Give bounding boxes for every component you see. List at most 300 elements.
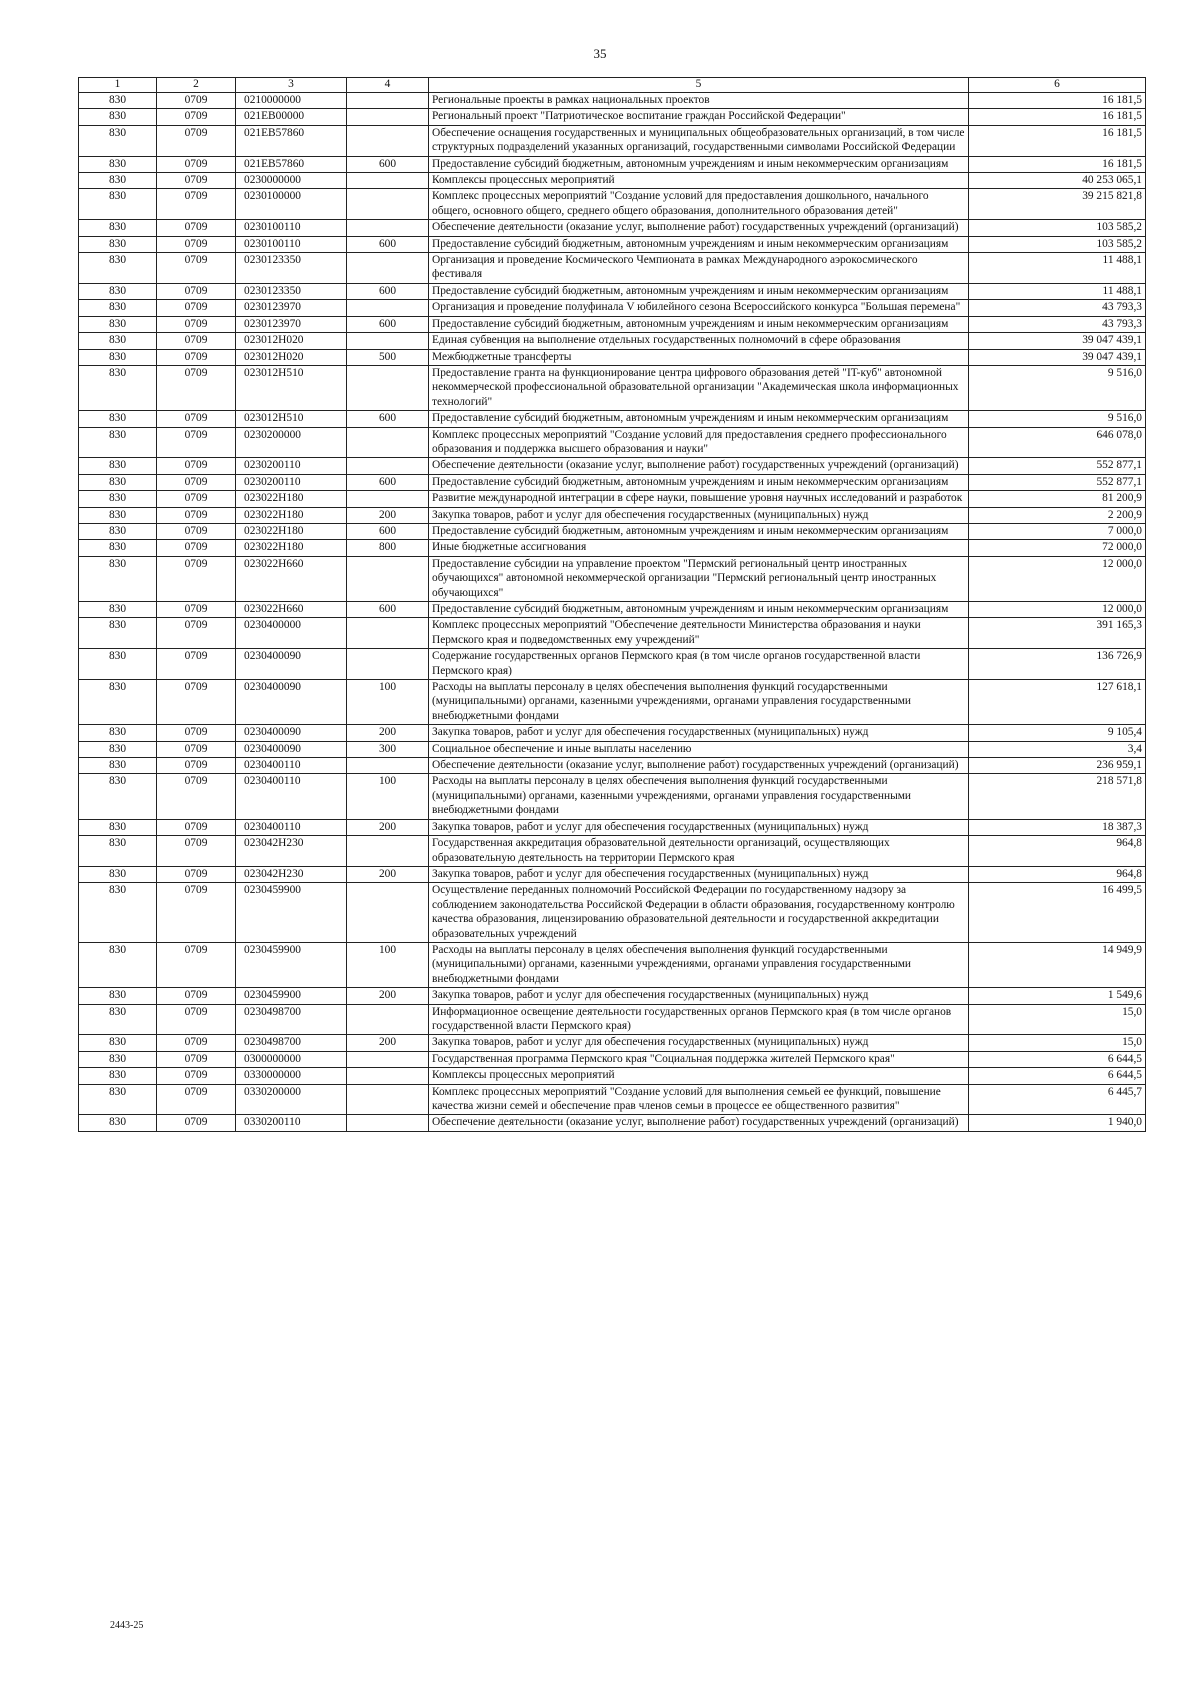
amount-cell: 103 585,2 [969, 236, 1146, 252]
amount-cell: 7 000,0 [969, 523, 1146, 539]
ministry-code-cell: 830 [79, 602, 157, 618]
expense-type-cell: 600 [347, 316, 429, 332]
ministry-code-cell: 830 [79, 93, 157, 109]
ministry-code-cell: 830 [79, 316, 157, 332]
target-article-cell: 023042H230 [236, 836, 347, 867]
target-article-cell: 0330000000 [236, 1068, 347, 1084]
table-row [79, 1115, 1146, 1131]
ministry-code-cell: 830 [79, 349, 157, 365]
expense-type-cell: 800 [347, 540, 429, 556]
expense-type-cell: 100 [347, 680, 429, 725]
section-code-cell: 0709 [157, 1004, 236, 1035]
expense-type-cell [347, 1004, 429, 1035]
expense-type-cell: 600 [347, 474, 429, 490]
target-article-cell: 023022H180 [236, 507, 347, 523]
target-article-cell: 021EB57860 [236, 125, 347, 156]
target-article-cell: 0230459900 [236, 988, 347, 1004]
target-article-cell: 0230498700 [236, 1035, 347, 1051]
description-cell: Комплекс процессных мероприятий "Создание условий для выполнения семьей ее функций, повышение качества жизни семей и обеспечение прав членов семьи в процессе ее общественного развития" [429, 1084, 969, 1115]
amount-cell: 12 000,0 [969, 556, 1146, 601]
column-header: 5 [429, 78, 969, 93]
section-code-cell: 0709 [157, 458, 236, 474]
table-row [79, 618, 1146, 649]
table-row [79, 836, 1146, 867]
table-row [79, 725, 1146, 741]
amount-cell: 6 644,5 [969, 1051, 1146, 1067]
section-code-cell: 0709 [157, 540, 236, 556]
expense-type-cell [347, 758, 429, 774]
ministry-code-cell: 830 [79, 507, 157, 523]
expense-type-cell: 600 [347, 411, 429, 427]
expense-type-cell [347, 491, 429, 507]
amount-cell: 552 877,1 [969, 474, 1146, 490]
amount-cell: 39 215 821,8 [969, 189, 1146, 220]
table-row [79, 866, 1146, 882]
section-code-cell: 0709 [157, 365, 236, 410]
ministry-code-cell: 830 [79, 125, 157, 156]
target-article-cell: 023012H020 [236, 333, 347, 349]
expense-type-cell [347, 883, 429, 943]
section-code-cell: 0709 [157, 316, 236, 332]
section-code-cell: 0709 [157, 411, 236, 427]
table-row [79, 774, 1146, 819]
expense-type-cell: 300 [347, 741, 429, 757]
ministry-code-cell: 830 [79, 333, 157, 349]
amount-cell: 16 181,5 [969, 93, 1146, 109]
table-row [79, 220, 1146, 236]
amount-cell: 16 499,5 [969, 883, 1146, 943]
table-row [79, 1068, 1146, 1084]
description-cell: Закупка товаров, работ и услуг для обеспечения государственных (муниципальных) нужд [429, 866, 969, 882]
ministry-code-cell: 830 [79, 1004, 157, 1035]
amount-cell: 646 078,0 [969, 427, 1146, 458]
section-code-cell: 0709 [157, 523, 236, 539]
table-header-row [79, 78, 1146, 93]
target-article-cell: 023022H180 [236, 523, 347, 539]
expense-type-cell: 100 [347, 942, 429, 987]
target-article-cell: 023012H020 [236, 349, 347, 365]
table-row [79, 349, 1146, 365]
section-code-cell: 0709 [157, 649, 236, 680]
section-code-cell: 0709 [157, 333, 236, 349]
amount-cell: 15,0 [969, 1004, 1146, 1035]
description-cell: Осуществление переданных полномочий Российской Федерации по государственному надзору за соблюдением законодательства Российской Федерации в области образования, государственному контролю качества образования, лицензированию образовательной деятельности и государственной аккредитации образовательных учреждений [429, 883, 969, 943]
description-cell: Региональные проекты в рамках национальных проектов [429, 93, 969, 109]
amount-cell: 15,0 [969, 1035, 1146, 1051]
table-row [79, 819, 1146, 835]
target-article-cell: 0230123970 [236, 316, 347, 332]
target-article-cell: 023022H180 [236, 540, 347, 556]
target-article-cell: 023012H510 [236, 411, 347, 427]
budget-table [78, 77, 1146, 1132]
expense-type-cell: 200 [347, 725, 429, 741]
expense-type-cell [347, 333, 429, 349]
table-row [79, 649, 1146, 680]
description-cell: Информационное освещение деятельности государственных органов Пермского края (в том числе органов государственной власти Пермского края) [429, 1004, 969, 1035]
target-article-cell: 0330200110 [236, 1115, 347, 1131]
description-cell: Обеспечение деятельности (оказание услуг, выполнение работ) государственных учреждений (организаций) [429, 1115, 969, 1131]
amount-cell: 964,8 [969, 836, 1146, 867]
column-header: 2 [157, 78, 236, 93]
section-code-cell: 0709 [157, 491, 236, 507]
table-row [79, 253, 1146, 284]
amount-cell: 136 726,9 [969, 649, 1146, 680]
target-article-cell: 0230400090 [236, 741, 347, 757]
amount-cell: 6 644,5 [969, 1068, 1146, 1084]
ministry-code-cell: 830 [79, 156, 157, 172]
expense-type-cell [347, 649, 429, 680]
expense-type-cell [347, 1051, 429, 1067]
table-row [79, 523, 1146, 539]
section-code-cell: 0709 [157, 883, 236, 943]
section-code-cell: 0709 [157, 93, 236, 109]
table-row [79, 680, 1146, 725]
target-article-cell: 0230100000 [236, 189, 347, 220]
ministry-code-cell: 830 [79, 365, 157, 410]
table-row [79, 458, 1146, 474]
table-row [79, 316, 1146, 332]
expense-type-cell [347, 1115, 429, 1131]
section-code-cell: 0709 [157, 836, 236, 867]
column-header: 4 [347, 78, 429, 93]
description-cell: Обеспечение деятельности (оказание услуг, выполнение работ) государственных учреждений (организаций) [429, 220, 969, 236]
target-article-cell: 0230123350 [236, 283, 347, 299]
amount-cell: 43 793,3 [969, 316, 1146, 332]
section-code-cell: 0709 [157, 942, 236, 987]
description-cell: Предоставление гранта на функционирование центра цифрового образования детей "IT-куб" автономной некоммерческой профессиональной образовательной организации "Академическая школа информационных технологий" [429, 365, 969, 410]
expense-type-cell: 600 [347, 523, 429, 539]
description-cell: Обеспечение оснащения государственных и муниципальных общеобразовательных организаций, в том числе структурных подразделений указанных организаций, государственными символами Российской Федерации [429, 125, 969, 156]
description-cell: Обеспечение деятельности (оказание услуг, выполнение работ) государственных учреждений (организаций) [429, 758, 969, 774]
description-cell: Предоставление субсидий бюджетным, автономным учреждениям и иным некоммерческим организациям [429, 474, 969, 490]
table-row [79, 491, 1146, 507]
description-cell: Социальное обеспечение и иные выплаты населению [429, 741, 969, 757]
table-row [79, 1051, 1146, 1067]
ministry-code-cell: 830 [79, 774, 157, 819]
description-cell: Предоставление субсидий бюджетным, автономным учреждениям и иным некоммерческим организациям [429, 523, 969, 539]
description-cell: Комплексы процессных мероприятий [429, 173, 969, 189]
target-article-cell: 0230498700 [236, 1004, 347, 1035]
section-code-cell: 0709 [157, 236, 236, 252]
table-row [79, 1035, 1146, 1051]
expense-type-cell: 200 [347, 866, 429, 882]
section-code-cell: 0709 [157, 156, 236, 172]
expense-type-cell: 600 [347, 283, 429, 299]
ministry-code-cell: 830 [79, 173, 157, 189]
target-article-cell: 0230200110 [236, 458, 347, 474]
description-cell: Государственная аккредитация образовательной деятельности организаций, осуществляющих образовательную деятельность на территории Пермского края [429, 836, 969, 867]
expense-type-cell [347, 93, 429, 109]
amount-cell: 3,4 [969, 741, 1146, 757]
ministry-code-cell: 830 [79, 1035, 157, 1051]
target-article-cell: 0230459900 [236, 942, 347, 987]
page-number: 35 [593, 46, 607, 61]
section-code-cell: 0709 [157, 300, 236, 316]
description-cell: Межбюджетные трансферты [429, 349, 969, 365]
table-row [79, 125, 1146, 156]
target-article-cell: 023022H180 [236, 491, 347, 507]
section-code-cell: 0709 [157, 1035, 236, 1051]
ministry-code-cell: 830 [79, 819, 157, 835]
expense-type-cell [347, 618, 429, 649]
target-article-cell: 0210000000 [236, 93, 347, 109]
amount-cell: 552 877,1 [969, 458, 1146, 474]
description-cell: Единая субвенция на выполнение отдельных государственных полномочий в сфере образования [429, 333, 969, 349]
expense-type-cell [347, 1084, 429, 1115]
section-code-cell: 0709 [157, 1115, 236, 1131]
section-code-cell: 0709 [157, 189, 236, 220]
target-article-cell: 0230000000 [236, 173, 347, 189]
target-article-cell: 0230123970 [236, 300, 347, 316]
amount-cell: 14 949,9 [969, 942, 1146, 987]
description-cell: Комплексы процессных мероприятий [429, 1068, 969, 1084]
amount-cell: 16 181,5 [969, 156, 1146, 172]
ministry-code-cell: 830 [79, 942, 157, 987]
amount-cell: 2 200,9 [969, 507, 1146, 523]
expense-type-cell [347, 365, 429, 410]
target-article-cell: 0230100110 [236, 220, 347, 236]
section-code-cell: 0709 [157, 618, 236, 649]
expense-type-cell: 200 [347, 819, 429, 835]
table-row [79, 942, 1146, 987]
section-code-cell: 0709 [157, 474, 236, 490]
description-cell: Расходы на выплаты персоналу в целях обеспечения выполнения функций государственными (муниципальными) органами, казенными учреждениями, органами управления государственными внебюджетными фондами [429, 774, 969, 819]
expense-type-cell [347, 300, 429, 316]
amount-cell: 6 445,7 [969, 1084, 1146, 1115]
target-article-cell: 0230459900 [236, 883, 347, 943]
ministry-code-cell: 830 [79, 1115, 157, 1131]
description-cell: Предоставление субсидий бюджетным, автономным учреждениям и иным некоммерческим организациям [429, 236, 969, 252]
target-article-cell: 0230400090 [236, 680, 347, 725]
amount-cell: 1 549,6 [969, 988, 1146, 1004]
description-cell: Региональный проект "Патриотическое воспитание граждан Российской Федерации" [429, 109, 969, 125]
amount-cell: 16 181,5 [969, 125, 1146, 156]
target-article-cell: 0230400000 [236, 618, 347, 649]
column-header: 3 [236, 78, 347, 93]
table-row [79, 411, 1146, 427]
amount-cell: 9 105,4 [969, 725, 1146, 741]
section-code-cell: 0709 [157, 283, 236, 299]
ministry-code-cell: 830 [79, 253, 157, 284]
amount-cell: 11 488,1 [969, 283, 1146, 299]
expense-type-cell [347, 458, 429, 474]
expense-type-cell [347, 109, 429, 125]
target-article-cell: 021EB57860 [236, 156, 347, 172]
target-article-cell: 0230400090 [236, 649, 347, 680]
target-article-cell: 0230400090 [236, 725, 347, 741]
target-article-cell: 023022H660 [236, 602, 347, 618]
section-code-cell: 0709 [157, 680, 236, 725]
ministry-code-cell: 830 [79, 758, 157, 774]
description-cell: Закупка товаров, работ и услуг для обеспечения государственных (муниципальных) нужд [429, 819, 969, 835]
ministry-code-cell: 830 [79, 618, 157, 649]
section-code-cell: 0709 [157, 556, 236, 601]
table-row [79, 156, 1146, 172]
amount-cell: 964,8 [969, 866, 1146, 882]
ministry-code-cell: 830 [79, 680, 157, 725]
description-cell: Организация и проведение Космического Чемпионата в рамках Международного аэрокосмического фестиваля [429, 253, 969, 284]
ministry-code-cell: 830 [79, 1084, 157, 1115]
target-article-cell: 0230200110 [236, 474, 347, 490]
expense-type-cell: 500 [347, 349, 429, 365]
section-code-cell: 0709 [157, 866, 236, 882]
ministry-code-cell: 830 [79, 1068, 157, 1084]
expense-type-cell: 600 [347, 236, 429, 252]
target-article-cell: 021EB00000 [236, 109, 347, 125]
table-row [79, 1084, 1146, 1115]
table-row [79, 236, 1146, 252]
ministry-code-cell: 830 [79, 427, 157, 458]
description-cell: Государственная программа Пермского края "Социальная поддержка жителей Пермского края" [429, 1051, 969, 1067]
amount-cell: 9 516,0 [969, 365, 1146, 410]
table-row [79, 602, 1146, 618]
ministry-code-cell: 830 [79, 236, 157, 252]
section-code-cell: 0709 [157, 725, 236, 741]
ministry-code-cell: 830 [79, 109, 157, 125]
section-code-cell: 0709 [157, 741, 236, 757]
amount-cell: 81 200,9 [969, 491, 1146, 507]
ministry-code-cell: 830 [79, 540, 157, 556]
ministry-code-cell: 830 [79, 220, 157, 236]
description-cell: Закупка товаров, работ и услуг для обеспечения государственных (муниципальных) нужд [429, 725, 969, 741]
ministry-code-cell: 830 [79, 523, 157, 539]
ministry-code-cell: 830 [79, 725, 157, 741]
expense-type-cell: 200 [347, 507, 429, 523]
expense-type-cell [347, 1068, 429, 1084]
target-article-cell: 0230400110 [236, 758, 347, 774]
description-cell: Расходы на выплаты персоналу в целях обеспечения выполнения функций государственными (муниципальными) органами, казенными учреждениями, органами управления государственными внебюджетными фондами [429, 942, 969, 987]
description-cell: Развитие международной интеграции в сфере науки, повышение уровня научных исследований и разработок [429, 491, 969, 507]
amount-cell: 72 000,0 [969, 540, 1146, 556]
expense-type-cell [347, 836, 429, 867]
table-row [79, 427, 1146, 458]
ministry-code-cell: 830 [79, 300, 157, 316]
table-row [79, 189, 1146, 220]
section-code-cell: 0709 [157, 1068, 236, 1084]
description-cell: Закупка товаров, работ и услуг для обеспечения государственных (муниципальных) нужд [429, 1035, 969, 1051]
expense-type-cell [347, 220, 429, 236]
amount-cell: 39 047 439,1 [969, 349, 1146, 365]
expense-type-cell: 200 [347, 988, 429, 1004]
section-code-cell: 0709 [157, 758, 236, 774]
target-article-cell: 023022H660 [236, 556, 347, 601]
target-article-cell: 0230400110 [236, 819, 347, 835]
ministry-code-cell: 830 [79, 741, 157, 757]
expense-type-cell: 600 [347, 156, 429, 172]
amount-cell: 1 940,0 [969, 1115, 1146, 1131]
description-cell: Предоставление субсидий бюджетным, автономным учреждениям и иным некоммерческим организациям [429, 411, 969, 427]
table-row [79, 333, 1146, 349]
amount-cell: 103 585,2 [969, 220, 1146, 236]
column-header: 6 [969, 78, 1146, 93]
description-cell: Комплекс процессных мероприятий "Создание условий для предоставления среднего профессионального образования и поддержка высшего образования и науки" [429, 427, 969, 458]
ministry-code-cell: 830 [79, 491, 157, 507]
table-row [79, 300, 1146, 316]
ministry-code-cell: 830 [79, 458, 157, 474]
description-cell: Предоставление субсидии на управление проектом "Пермский региональный центр иностранных обучающихся" автономной некоммерческой организации "Пермский региональный центр иностранных обучающихся" [429, 556, 969, 601]
description-cell: Комплекс процессных мероприятий "Обеспечение деятельности Министерства образования и науки Пермского края и подведомственных ему учреждений" [429, 618, 969, 649]
amount-cell: 11 488,1 [969, 253, 1146, 284]
section-code-cell: 0709 [157, 1084, 236, 1115]
section-code-cell: 0709 [157, 602, 236, 618]
table-row [79, 741, 1146, 757]
ministry-code-cell: 830 [79, 866, 157, 882]
section-code-cell: 0709 [157, 349, 236, 365]
section-code-cell: 0709 [157, 507, 236, 523]
expense-type-cell: 600 [347, 602, 429, 618]
ministry-code-cell: 830 [79, 411, 157, 427]
expense-type-cell [347, 189, 429, 220]
ministry-code-cell: 830 [79, 189, 157, 220]
section-code-cell: 0709 [157, 125, 236, 156]
amount-cell: 236 959,1 [969, 758, 1146, 774]
table-row [79, 883, 1146, 943]
amount-cell: 18 387,3 [969, 819, 1146, 835]
target-article-cell: 0230123350 [236, 253, 347, 284]
table-row [79, 365, 1146, 410]
expense-type-cell [347, 125, 429, 156]
description-cell: Содержание государственных органов Пермского края (в том числе органов государственной власти Пермского края) [429, 649, 969, 680]
section-code-cell: 0709 [157, 253, 236, 284]
ministry-code-cell: 830 [79, 556, 157, 601]
table-row [79, 556, 1146, 601]
section-code-cell: 0709 [157, 109, 236, 125]
table-row [79, 93, 1146, 109]
section-code-cell: 0709 [157, 427, 236, 458]
ministry-code-cell: 830 [79, 988, 157, 1004]
amount-cell: 43 793,3 [969, 300, 1146, 316]
ministry-code-cell: 830 [79, 836, 157, 867]
table-body [79, 93, 1146, 1132]
description-cell: Предоставление субсидий бюджетным, автономным учреждениям и иным некоммерческим организациям [429, 283, 969, 299]
ministry-code-cell: 830 [79, 283, 157, 299]
description-cell: Закупка товаров, работ и услуг для обеспечения государственных (муниципальных) нужд [429, 988, 969, 1004]
expense-type-cell [347, 556, 429, 601]
target-article-cell: 023042H230 [236, 866, 347, 882]
section-code-cell: 0709 [157, 1051, 236, 1067]
section-code-cell: 0709 [157, 819, 236, 835]
amount-cell: 391 165,3 [969, 618, 1146, 649]
target-article-cell: 0300000000 [236, 1051, 347, 1067]
table-row [79, 758, 1146, 774]
column-header: 1 [79, 78, 157, 93]
amount-cell: 12 000,0 [969, 602, 1146, 618]
amount-cell: 127 618,1 [969, 680, 1146, 725]
expense-type-cell [347, 253, 429, 284]
ministry-code-cell: 830 [79, 883, 157, 943]
table-row [79, 173, 1146, 189]
expense-type-cell [347, 427, 429, 458]
table-row [79, 474, 1146, 490]
expense-type-cell: 100 [347, 774, 429, 819]
ministry-code-cell: 830 [79, 1051, 157, 1067]
ministry-code-cell: 830 [79, 474, 157, 490]
table-row [79, 283, 1146, 299]
amount-cell: 39 047 439,1 [969, 333, 1146, 349]
expense-type-cell: 200 [347, 1035, 429, 1051]
description-cell: Расходы на выплаты персоналу в целях обеспечения выполнения функций государственными (муниципальными) органами, казенными учреждениями, органами управления государственными внебюджетными фондами [429, 680, 969, 725]
target-article-cell: 0230100110 [236, 236, 347, 252]
ministry-code-cell: 830 [79, 649, 157, 680]
description-cell: Иные бюджетные ассигнования [429, 540, 969, 556]
table-row [79, 507, 1146, 523]
expense-type-cell [347, 173, 429, 189]
amount-cell: 16 181,5 [969, 109, 1146, 125]
section-code-cell: 0709 [157, 774, 236, 819]
description-cell: Закупка товаров, работ и услуг для обеспечения государственных (муниципальных) нужд [429, 507, 969, 523]
table-row [79, 540, 1146, 556]
target-article-cell: 023012H510 [236, 365, 347, 410]
